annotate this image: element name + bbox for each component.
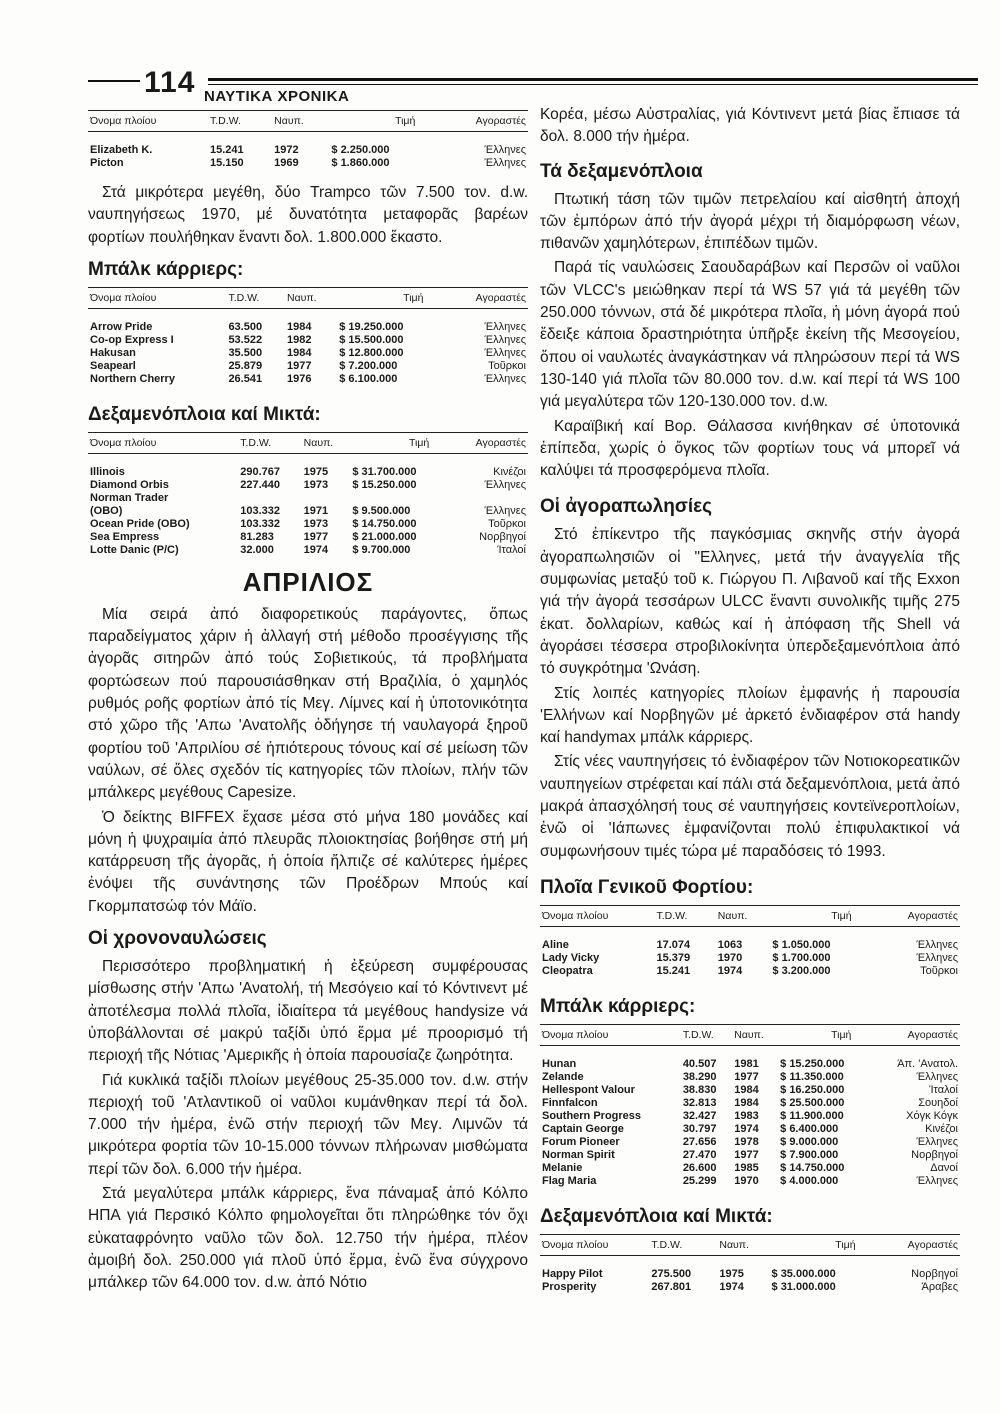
table-cell: 1984: [287, 346, 312, 359]
table-cell: 1969: [274, 157, 299, 169]
right-paragraph-2: Πτωτική τάση τῶν τιμῶν πετρελαίου καί αἰσθητή ἀποχή τῶν ἐμπόρων ἀπό τήν ἀγορά μέχρι τή διαμόρφωση νέων, πιθανῶν χαμηλότερων, ἐπιπέδων τιμῶν.: [540, 190, 960, 253]
table-cell: Hunan: [542, 1057, 577, 1070]
left-paragraph-2: Μία σειρά ἀπό διαφορετικούς παράγοντες, ὅπως παραδείγματος χάριν ἡ ἀλλαγή στή μέθοδο προσέγγισης τῆς ἀγορᾶς σιτηρῶν ἀπό τούς Σοβιετικούς, τά προβλήματα φορτώσεων πού παρουσιάσθηκαν στή Βραζιλία, ὁ χαμηλός ρυθμός ροῆς φορτίων ἀπό τίς Μεγ. Λίμνες καί ἡ ὑποτονικότητα στό χῶρο τῆς 'Απω 'Ανατολῆς ὁδήγησε τή ναυλαγορά ξηροῦ φορτίου τοῦ 'Απριλίου σέ ἠπιότερους τόνους καί σέ μείωση τῶν ναύλων, σέ ὅλες σχεδόν τίς κατηγορίες τῶν πλοίων, πλήν τῶν μπάλκερς μεγέθους Capesize.: [88, 605, 528, 802]
table-cell: 1981: [734, 1057, 759, 1070]
column-header: Αγοραστές: [435, 111, 528, 132]
table-cell: Τοῦρκοι: [920, 964, 958, 977]
table-cargo-sales: [88, 110, 528, 174]
table-cell: [302, 492, 351, 505]
table-cell: 1971: [303, 504, 329, 517]
right-paragraph-3: Παρά τίς ναυλώσεις Σαουδαράβων καί Περσῶν οἱ ναῦλοι τῶν VLCC's μειώθηκαν περί τά WS 57 γιά τά μεγέθη τῶν 250.000 τόννων, στά δέ μικρότερα πλοῖα, ἡ μόνη ἀγορά πού ἔδειξε κάποια δραστηριότητα ὑπῆρξε ἐκείνη τῆς Μεσογείου, ὅπου οἱ ναυλωτές ἀναγκάστηκαν νά πληρώσουν περί τά WS 130-140 γιά πλοῖα τῶν 80.000 τον. d.w. καί περί τά WS 100 γιά μεγαλύτερα τῶν 120-130.000 τον. d.w.: [540, 259, 960, 411]
left-paragraph-1: Στά μικρότερα μεγέθη, δύο Trampco τῶν 7.500 τον. d.w. ναυπηγήσεως 1970, μέ δυνατότητα μεταφορᾶς βαρέων φορτίων πουλήθηκαν ἔναντι δολ. 1.800.000 ἕκαστο.: [88, 184, 528, 246]
table-cell: Έλληνες: [484, 478, 526, 491]
table-cell: 32.427: [682, 1109, 717, 1122]
table-cell: 26.541: [228, 372, 263, 385]
table-cell: 1970: [717, 951, 743, 964]
left-column: [88, 110, 528, 1297]
table-cell: Northern Cherry: [90, 372, 175, 385]
table-cell: 1975: [719, 1267, 744, 1280]
table-row: [540, 1110, 960, 1123]
table-cell: $ 9.700.000: [352, 543, 411, 556]
table-row: [540, 1071, 960, 1084]
table-cell: Έλληνες: [484, 333, 526, 346]
table-cell: $ 11.900.000: [780, 1109, 844, 1122]
table-cell: Έλληνες: [484, 346, 526, 359]
table-cell: $ 35.000.000: [771, 1267, 836, 1280]
magazine-title: ΝΑΥΤΙΚΑ ΧΡΟΝΙΚΑ: [204, 88, 350, 105]
column-header: Όνομα πλοίου: [540, 905, 655, 926]
table-cell: Co-op Express I: [90, 333, 174, 346]
table-row: [540, 1149, 960, 1162]
table-cell: 25.879: [228, 359, 263, 372]
table-cell: 25.299: [682, 1174, 717, 1187]
table-cell: 103.332: [240, 504, 280, 517]
header-rule-thin: [208, 84, 978, 85]
column-header: Όνομα πλοίου: [88, 111, 208, 132]
column-header: Τιμή: [770, 905, 871, 926]
table-cell: $ 9.500.000: [352, 504, 411, 517]
heading-general-cargo: Πλοῖα Γενικοῦ Φορτίου:: [540, 876, 754, 898]
table-row: [540, 939, 960, 952]
column-header: Τιμή: [770, 1234, 876, 1255]
table-tanker-sales-2: [540, 1234, 960, 1298]
table-cell: 1974: [719, 1280, 744, 1293]
table-cell: Ίταλοί: [929, 1083, 958, 1096]
table-cell: 1984: [734, 1096, 759, 1109]
table-row: [88, 505, 528, 518]
table-cell: 15.241: [209, 144, 244, 156]
table-cell: Aline: [542, 938, 569, 951]
column-header: T.D.W.: [238, 432, 301, 453]
column-header: Αγοραστές: [876, 1234, 960, 1255]
table-cell: $ 25.500.000: [780, 1096, 845, 1109]
table-header-row: [88, 111, 528, 132]
table-cell: [449, 492, 528, 505]
table-cell: $ 4.000.000: [780, 1174, 839, 1187]
table-cell: $ 1.700.000: [772, 951, 831, 964]
table-header-row: [540, 1024, 960, 1045]
table-cell: Έλληνες: [484, 157, 526, 169]
table-general-cargo-sales: [540, 905, 960, 982]
column-header: Ναυπ.: [302, 432, 351, 453]
table-cell: 81.283: [240, 530, 274, 543]
table-cell: $ 12.800.000: [339, 346, 404, 359]
table-row: [540, 965, 960, 978]
table-row: [540, 1084, 960, 1097]
table-row: [540, 1123, 960, 1136]
table-header-row: [88, 432, 528, 453]
table-cell: 290.767: [240, 465, 280, 478]
table-cell: $ 14.750.000: [780, 1161, 845, 1174]
column-header: T.D.W.: [208, 111, 272, 132]
table-row: [88, 466, 528, 479]
table-cell: 227.440: [240, 478, 280, 491]
table-cell: Άπ. 'Ανατολ.: [897, 1057, 958, 1070]
table-row: [88, 373, 528, 386]
table-row: [540, 1136, 960, 1149]
table-cell: Elizabeth K.: [90, 144, 153, 156]
table-cell: Έλληνες: [484, 504, 526, 517]
table-cell: Melanie: [542, 1161, 583, 1174]
table-cell: 1983: [734, 1109, 759, 1122]
table-cell: 1977: [734, 1070, 759, 1083]
table-cell: Illinois: [90, 465, 125, 478]
table-row: [88, 321, 528, 334]
table-cell: $ 2.250.000: [331, 144, 390, 156]
table-cell: 1974: [734, 1122, 759, 1135]
table-row: [540, 952, 960, 965]
table-row: [88, 347, 528, 360]
table-cell: 1985: [734, 1161, 759, 1174]
table-cell: Forum Pioneer: [542, 1135, 620, 1148]
table-tanker-sales: [88, 432, 528, 561]
table-cell: 1973: [303, 478, 329, 491]
column-header: Όνομα πλοίου: [540, 1024, 681, 1045]
table-header-row: [540, 905, 960, 926]
table-row: [88, 492, 528, 505]
table-cell: 40.507: [682, 1057, 717, 1070]
table-cell: 103.332: [240, 517, 280, 530]
table-row: [88, 360, 528, 373]
table-cell: $ 11.350.000: [780, 1070, 844, 1083]
table-cell: 63.500: [228, 320, 263, 333]
table-cell: Έλληνες: [916, 1070, 958, 1083]
table-row: [88, 518, 528, 531]
table-cell: $ 7.200.000: [339, 359, 398, 372]
column-header: Τιμή: [329, 111, 435, 132]
column-header: Όνομα πλοίου: [540, 1234, 649, 1255]
table-cell: $ 9.000.000: [780, 1135, 839, 1148]
table-row: [540, 1058, 960, 1071]
table-cell: Zelande: [542, 1070, 584, 1083]
table-cell: Lady Vicky: [542, 951, 600, 964]
table-cell: Prosperity: [542, 1280, 597, 1293]
table-row: [88, 479, 528, 492]
table-cell: 1973: [303, 517, 329, 530]
table-cell: 1972: [274, 144, 299, 156]
right-paragraph-4: Καραϊβική καί Βορ. Θάλασσα κινήθηκαν σέ ὑποτονικά ἐπίπεδα, χωρίς ὁ ὄγκος τῶν φορτίων τους νά μπορεῖ νά καλύψει τά προσφερόμενα πλοῖα.: [540, 417, 960, 480]
right-paragraph-5: Στό ἐπίκεντρο τῆς παγκόσμιας σκηνῆς στήν ἀγορά ἀγοραπωλησιῶν οἱ "Ελληνες, μετά τήν ἀναγγελία τῆς συμφωνίας μεταξύ τοῦ κ. Γιώργου Π. Λιβανοῦ καί τῆς Exxon γιά τήν ἀγορά τεσσάρων ULCC ἔναντι συνολικῆς τιμῆς 275 ἑκατ. δολλαρίων, καθώς καί ἡ ἀπόφαση τῆς Shell νά ἀγοράσει τέσσερα στροβιλοκίνητα ὑπερδεξαμενόπλοια ἀπό τό συγκρότημα 'Ωνάση.: [540, 526, 960, 678]
table-cell: $ 6.100.000: [339, 372, 398, 385]
table-cell: Νορβηγοί: [911, 1148, 958, 1161]
table-cell: 32.000: [240, 543, 274, 556]
right-column: [540, 104, 960, 1298]
column-header: Ναυπ.: [716, 905, 771, 926]
table-cell: $ 6.400.000: [780, 1122, 839, 1135]
table-cell: 1977: [287, 359, 312, 372]
column-header: Αγοραστές: [871, 1024, 960, 1045]
table-cell: Seapearl: [90, 359, 136, 372]
heading-tankers-mixed: Δεξαμενόπλοια καί Μικτά:: [88, 403, 321, 425]
table-cell: Ocean Pride (OBO): [90, 517, 190, 530]
heading-sales: Οἱ ἀγοραπωλησίες: [540, 496, 713, 518]
column-header: T.D.W.: [649, 1234, 717, 1255]
table-cell: 15.241: [656, 964, 691, 977]
table-cell: Norman Trader: [90, 491, 169, 504]
table-cell: 275.500: [651, 1267, 692, 1280]
table-cell: Flag Maria: [542, 1174, 597, 1187]
table-cell: $ 1.050.000: [772, 938, 831, 951]
header-rule-left: [88, 80, 140, 82]
table-row: [88, 144, 528, 157]
table-cell: 27.470: [682, 1148, 717, 1161]
table-cell: 1975: [303, 465, 329, 478]
table-cell: 1970: [734, 1174, 759, 1187]
table-cell: 26.600: [682, 1161, 717, 1174]
column-header: Αγοραστές: [872, 905, 960, 926]
table-cell: Έλληνες: [484, 320, 526, 333]
table-cell: Κινέζοι: [925, 1122, 958, 1135]
column-header: Τιμή: [778, 1024, 871, 1045]
table-cell: $ 31.700.000: [352, 465, 417, 478]
table-cell: Κινέζοι: [493, 465, 526, 478]
table-row: [88, 531, 528, 544]
column-header: T.D.W.: [226, 287, 285, 308]
table-cell: Χόγκ Κόγκ: [906, 1109, 958, 1122]
table-cell: Norman Spirit: [542, 1148, 615, 1161]
column-header: Ναυπ.: [285, 287, 337, 308]
table-cell: 1974: [717, 964, 743, 977]
column-header: T.D.W.: [655, 905, 716, 926]
heading-bulk-carriers-2: Μπάλκ κάρριερς:: [540, 995, 696, 1017]
table-row: [88, 544, 528, 557]
table-cell: $ 7.900.000: [780, 1148, 839, 1161]
heading-time-charters: Οἱ χρονοναυλώσεις: [88, 928, 267, 950]
table-cell: $ 15.250.000: [352, 478, 417, 491]
table-cell: Arrow Pride: [90, 320, 153, 333]
left-paragraph-3: Ὁ δείκτης BIFFEX ἔχασε μέσα στό μήνα 180 μονάδες καί μόνη ἡ ψυχραιμία ἀπό πλευρᾶς πλοιοκτησίας βοήθησε στή μή κατάρρευση τῆς ἀγορᾶς, ἡ ὁποία ἤλπιζε σέ καλύτερες ἡμέρες ἐνόψει τῆς συνάντησης τῶν Προέδρων Μπούς καί Γκορμπατσώφ τόν Μάϊο.: [88, 808, 528, 915]
right-paragraph-7: Στίς νέες ναυπηγήσεις τό ἐνδιαφέρον τῶν Νοτιοκορεατικῶν ναυπηγείων στρέφεται καί πάλι στά δεξαμενόπλοια, μετά ἀπό μακρά ἀπασχόλησή τους σέ ναυπηγήσεις κοντεϊνεροπλοίων, ἐνῶ οἱ 'Ιάπωνες ἐμφανίζονται πολύ ἐπιφυλακτικοί νά συμφωνήσουν τιμές τώρα μέ παραδόσεις τό 1993.: [540, 753, 960, 860]
table-cell: $ 1.860.000: [331, 157, 390, 169]
table-cell: Έλληνες: [484, 144, 526, 156]
table-cell: $ 16.250.000: [780, 1083, 845, 1096]
column-header: Όνομα πλοίου: [88, 432, 238, 453]
table-cell: Hellespont Valour: [542, 1083, 635, 1096]
table-cell: [350, 492, 449, 505]
table-row: [540, 1281, 960, 1294]
table-cell: Sea Empress: [90, 530, 160, 543]
table-cell: Cleopatra: [542, 964, 593, 977]
table-cell: Έλληνες: [916, 1174, 958, 1187]
left-paragraph-4: Περισσότερο προβληματική ἡ ἐξεύρεση συμφέρουσας μίσθωσης στήν 'Απω 'Ανατολή, τή Μεσόγειο καί τό Κόντινεντ μέ ἀποτέλεσμα πολλά πλοῖα, ἰδιαίτερα τά μεγέθους handysize νά ὑποβάλλονται σέ μακρύ ταξίδι ὑπό ἕρμα μέ προορισμό τή περιοχή τῆς Νότιας 'Αμερικῆς ἡ ὁποία παρουσίαζε ζωηρότητα.: [88, 958, 528, 1065]
table-row: [540, 1097, 960, 1110]
table-cell: 1984: [287, 320, 312, 333]
table-row: [540, 1268, 960, 1281]
table-cell: 267.801: [651, 1280, 692, 1293]
column-header: Ναυπ.: [272, 111, 329, 132]
table-cell: $ 14.750.000: [352, 517, 417, 530]
table-bulk-sales-2: [540, 1024, 960, 1192]
column-header: T.D.W.: [681, 1024, 732, 1045]
column-header: Αγοραστές: [449, 432, 528, 453]
right-paragraph-1: Κορέα, μέσω Αὐστραλίας, γιά Κόντινεντ μετά βίας ἔπιασε τά δολ. 8.000 τήν ἡμέρα.: [540, 106, 960, 146]
table-cell: Τοῦρκοι: [488, 517, 526, 530]
left-paragraph-5: Γιά κυκλικά ταξίδι πλοίων μεγέθους 25-35.000 τον. d.w. στήν περιοχή τοῦ 'Ατλαντικοῦ οἱ ναῦλοι κυμάνθηκαν περί τά δολ. 7.000 τήν ἡμέρα, ἐνῶ στήν περιοχή τῶν Μεγ. Λιμνῶν τά μικρότερα φορτία τῶν 10-15.000 τόννων πλήρωναν μισθώματα περί τῶν δολ. 6.000 τήν ἡμέρα.: [88, 1071, 528, 1178]
table-cell: Ίταλοί: [497, 543, 526, 556]
column-header: Ναυπ.: [732, 1024, 778, 1045]
table-cell: Έλληνες: [484, 372, 526, 385]
table-cell: Hakusan: [90, 346, 136, 359]
heading-bulk-carriers: Μπάλκ κάρριερς:: [88, 258, 244, 280]
table-cell: Έλληνες: [916, 1135, 958, 1148]
table-cell: 1978: [734, 1135, 759, 1148]
table-header-row: [540, 1234, 960, 1255]
table-cell: Happy Pilot: [542, 1267, 603, 1280]
column-header: Τιμή: [350, 432, 449, 453]
table-cell: 27.656: [682, 1135, 717, 1148]
page-number: 114: [144, 66, 196, 99]
table-cell: Δανοί: [930, 1161, 958, 1174]
page-header: [88, 66, 978, 106]
table-row: [88, 157, 528, 170]
table-cell: $ 31.000.000: [771, 1280, 836, 1293]
table-cell: 1984: [734, 1083, 759, 1096]
table-row: [540, 1162, 960, 1175]
table-cell: $ 15.250.000: [780, 1057, 845, 1070]
column-header: Όνομα πλοίου: [88, 287, 226, 308]
table-cell: 30.797: [682, 1122, 717, 1135]
table-row: [88, 334, 528, 347]
header-rule-thick: [208, 78, 978, 81]
table-cell: Lotte Danic (P/C): [90, 543, 179, 556]
table-cell: 1974: [303, 543, 329, 556]
table-cell: Finnfalcon: [542, 1096, 598, 1109]
table-cell: Νορβηγοί: [911, 1267, 958, 1280]
table-cell: 17.074: [656, 938, 691, 951]
table-cell: Άραβες: [921, 1280, 958, 1293]
table-cell: 1977: [734, 1148, 759, 1161]
left-paragraph-6: Στά μεγαλύτερα μπάλκ κάρριερς, ἕνα πάναμαξ ἀπό Κόλπο ΗΠΑ γιά Περσικό Κόλπο φημολογεῖται ὅτι πληρώθηκε τόν ὄχι εὐκαταφρόνητο ναῦλο τῶν δολ. 12.750 τήν ἡμέρα, πλέον ἀμοιβή δολ. 250.000 γιά πλοῦ ὑπό ἕρμα, ἐνῶ ἕνα σύγχρονο μπάλκερ τῶν 64.000 τον. d.w. ἀπό Νότιο: [88, 1185, 528, 1292]
table-cell: 15.379: [656, 951, 691, 964]
heading-tankers-mixed-2: Δεξαμενόπλοια καί Μικτά:: [540, 1205, 773, 1227]
table-cell: 1976: [287, 372, 312, 385]
table-cell: Captain George: [542, 1122, 624, 1135]
table-cell: Southern Progress: [542, 1109, 642, 1122]
table-cell: Έλληνες: [916, 938, 958, 951]
heading-april: ΑΠΡΙΛΙΟΣ: [242, 566, 374, 597]
table-cell: 53.522: [228, 333, 263, 346]
table-header-row: [88, 287, 528, 308]
table-cell: 1977: [303, 530, 329, 543]
table-cell: (OBO): [90, 504, 123, 517]
table-cell: Picton: [90, 157, 124, 169]
table-cell: $ 3.200.000: [772, 964, 831, 977]
table-cell: 1063: [717, 938, 743, 951]
table-cell: Σουηδοί: [918, 1096, 958, 1109]
table-cell: [238, 492, 301, 505]
table-cell: Νορβηγοί: [479, 530, 526, 543]
table-cell: $ 15.500.000: [339, 333, 404, 346]
table-cell: Έλληνες: [916, 951, 958, 964]
table-cell: $ 19.250.000: [339, 320, 404, 333]
table-cell: 15.150: [209, 157, 244, 169]
table-cell: 1982: [287, 333, 312, 346]
table-cell: 38.290: [682, 1070, 717, 1083]
heading-tankers: Τά δεξαμενόπλοια: [540, 160, 703, 182]
table-bulk-sales: [88, 287, 528, 390]
table-cell: $ 21.000.000: [352, 530, 417, 543]
table-cell: Τοῦρκοι: [488, 359, 526, 372]
right-paragraph-6: Στίς λοιπές κατηγορίες πλοίων ἐμφανής ἡ παρουσία 'Ελλήνων καί Νορβηγῶν μέ ἀρκετό ἐνδιαφέρον στά handy καί handymax μπάλκ κάρριερς.: [540, 684, 960, 747]
table-cell: 35.500: [228, 346, 263, 359]
column-header: Ναυπ.: [717, 1234, 769, 1255]
table-cell: 38.830: [682, 1083, 717, 1096]
column-header: Αγοραστές: [443, 287, 528, 308]
column-header: Τιμή: [337, 287, 443, 308]
table-cell: 32.813: [682, 1096, 717, 1109]
table-cell: Diamond Orbis: [90, 478, 169, 491]
table-row: [540, 1175, 960, 1188]
